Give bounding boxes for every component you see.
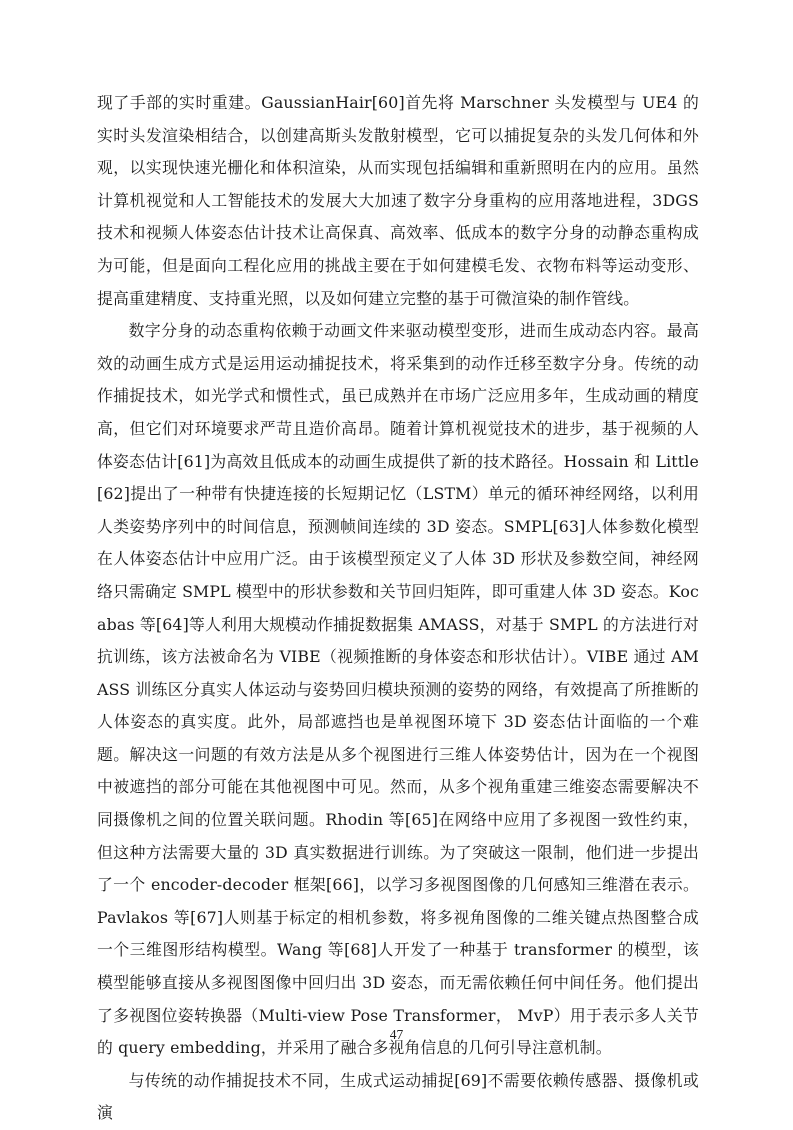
body-text — [97, 87, 699, 1130]
page-number: 47 — [389, 1027, 404, 1042]
paragraph-dynamic-reconstruction: 数字分身的动态重构依赖于动画文件来驱动模型变形，进而生成动态内容。最高效的动画生成方式是运用运动捕捉技术，将采集到的动作迁移至数字分身。传统的动作捕捉技术，如光学式和惯性式，虽已成熟并在市场广泛应用多年，生成动画的精度高，但它们对环境要求严苛且造价高昂。随着计算机视觉技术的进步，基于视频的人体姿态估计[61]为高效且低成本的动画生成提供了新的技术路径。Hossain 和 Little[62]提出了一种带有快捷连接的长短期记忆（LSTM）单元的循环神经网络，以利用人类姿势序列中的时间信息，预测帧间连续的 3D 姿态。SMPL[63]人体参数化模型在人体姿态估计中应用广泛。由于该模型预定义了人体 3D 形状及参数空间，神经网络只需确定 SMPL 模型中的形状参数和关节回归矩阵，即可重建人体 3D 姿态。Kocabas 等[64]等人利用大规模动作捕捉数据集 AMASS，对基于 SMPL 的方法进行对抗训练，该方法被命名为 VIBE（视频推断的身体姿态和形状估计）。VIBE 通过 AMASS 训练区分真实人体运动与姿势回归模块预测的姿势的网络，有效提高了所推断的人体姿态的真实度。此外，局部遮挡也是单视图环境下 3D 姿态估计面临的一个难题。解决这一问题的有效方法是从多个视图进行三维人体姿势估计，因为在一个视图中被遮挡的部分可能在其他视图中可见。然而，从多个视角重建三维姿态需要解决不同摄像机之间的位置关联问题。Rhodin 等[65]在网络中应用了多视图一致性约束，但这种方法需要大量的 3D 真实数据进行训练。为了突破这一限制，他们进一步提出了一个 encoder-decoder 框架[66]，以学习多视图图像的几何感知三维潜在表示。Pavlakos 等[67]人则基于标定的相机参数，将多视角图像的二维关键点热图整合成一个三维图形结构模型。Wang 等[68]人开发了一种基于 transformer 的模型，该模型能够直接从多视图图像中回归出 3D 姿态，而无需依赖任何中间任务。他们提出了多视图位姿转换器（Multi-view Pose Transformer， MvP）用于表示多人关节的 query embedding，并采用了融合多视角信息的几何引导注意机制。 — [97, 321, 699, 1058]
paragraph-generative-motion-capture: 与传统的动作捕捉技术不同，生成式运动捕捉[69]不需要依赖传感器、摄像机或演 — [97, 1070, 699, 1123]
paragraph-continued: 现了手部的实时重建。GaussianHair[60]首先将 Marschner 头发模型与 UE4 的实时头发渲染相结合，以创建高斯头发散射模型，它可以捕捉复杂的头发几何体和外观，以实现快速光栅化和体积渲染，从而实现包括编辑和重新照明在内的应用。虽然计算机视觉和人工智能技术的发展大大加速了数字分身重构的应用落地进程，3DGS 技术和视频人体姿态估计技术让高保真、高效率、低成本的数字分身的动静态重构成为可能，但是面向工程化应用的挑战主要在于如何建模毛发、衣物布料等运动变形、提高重建精度、支持重光照，以及如何建立完整的基于可微渲染的制作管线。 — [97, 93, 699, 308]
